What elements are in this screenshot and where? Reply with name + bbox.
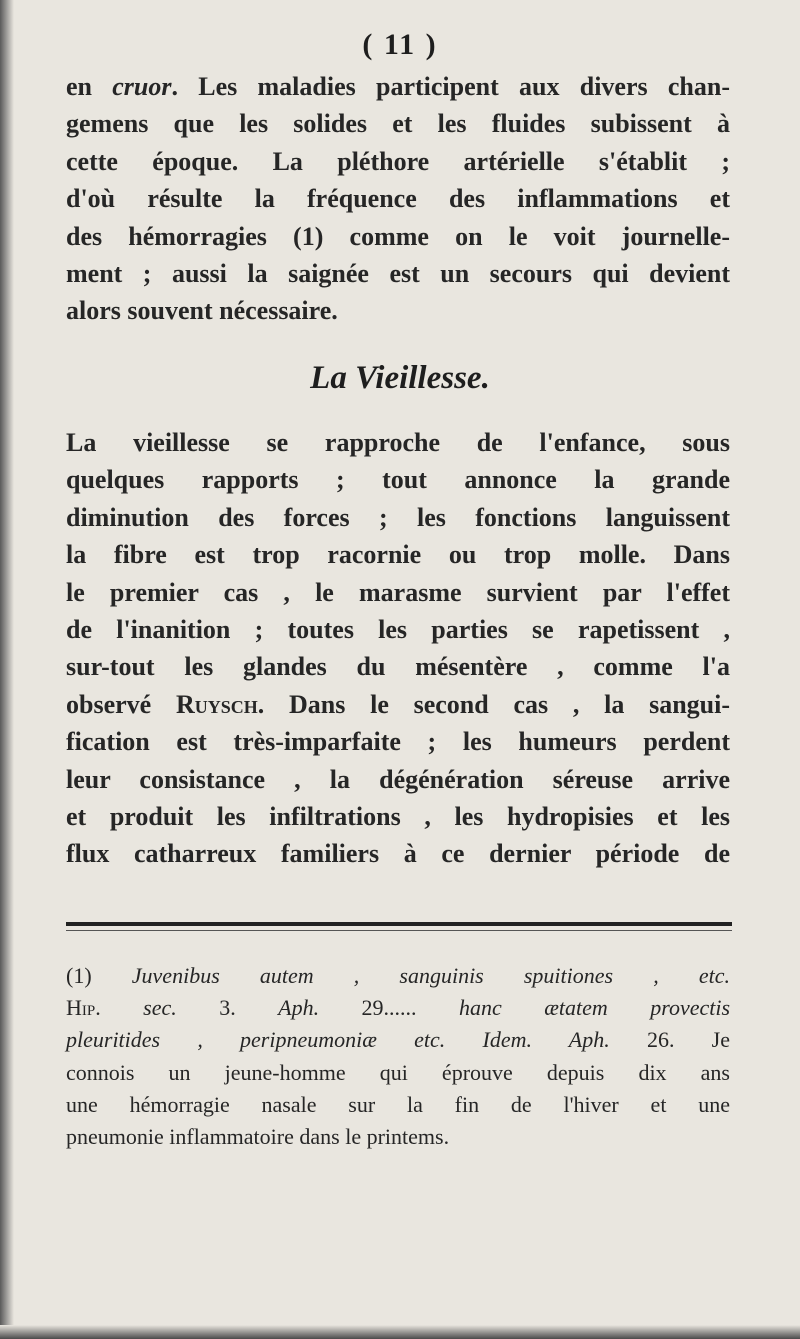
text-line: sur-tout les glandes du mésentère , comme l'a (66, 652, 730, 682)
page-bottom-shadow (0, 1325, 800, 1339)
text-line: fication est très-imparfaite ; les humeurs perdent (66, 727, 730, 757)
section-heading: La Vieillesse. (310, 360, 490, 396)
text-line: en cruor. Les maladies participent aux divers chan- (66, 72, 731, 101)
text-line: La vieillesse se rapproche de l'enfance, sous (66, 428, 730, 457)
footnote-line: Hip. sec. 3. Aph. 29...... hanc ætatem provectis (66, 995, 731, 1021)
footnote-line: connois un jeune-homme qui éprouve depuis dix ans (66, 1059, 730, 1085)
footnote-line: pneumonie inflammatoire dans le printems. (66, 1123, 450, 1149)
text-line: gemens que les solides et les fluides subissent à (66, 109, 730, 139)
text-line: alors souvent nécessaire. (66, 296, 338, 326)
text-line: d'où résulte la fréquence des inflammations et (66, 184, 730, 214)
footnote-line: (1) Juvenibus autem , sanguinis spuitiones , etc. (66, 963, 730, 988)
text-line: cette époque. La pléthore artérielle s'établit ; (66, 146, 730, 176)
text-line: quelques rapports ; tout annonce la grande (66, 465, 730, 495)
footnote-line: pleuritides , peripneumoniæ etc. Idem. Aph. 26. Je (66, 1027, 730, 1053)
footnote (66, 960, 730, 1153)
text-line: ment ; aussi la saignée est un secours qui devient (66, 258, 730, 288)
footnote-line: une hémorragie nasale sur la fin de l'hiver et une (66, 1091, 730, 1117)
text-line: la fibre est trop racornie ou trop molle. Dans (66, 540, 730, 570)
text-line: de l'inanition ; toutes les parties se rapetissent , (66, 614, 730, 644)
footnote-rule-thin (66, 930, 732, 931)
text-line: et produit les infiltrations , les hydropisies et les (66, 801, 730, 831)
paragraph-old-age (66, 424, 730, 873)
page-number: ( 11 ) (362, 28, 438, 61)
text-line: diminution des forces ; les fonctions languissent (66, 502, 730, 532)
paragraph-humours (66, 68, 730, 330)
page-edge-shadow (0, 0, 14, 1339)
text-line: le premier cas , le marasme survient par l'effet (66, 577, 730, 607)
text-line: observé Ruysch. Dans le second cas , la sangui- (66, 689, 730, 719)
text-line: des hémorragies (1) comme on le voit journelle- (66, 221, 730, 251)
text-line: leur consistance , la dégénération séreuse arrive (66, 764, 730, 794)
footnote-rule (66, 922, 732, 926)
text-line: flux catharreux familiers à ce dernier période de (66, 839, 730, 869)
